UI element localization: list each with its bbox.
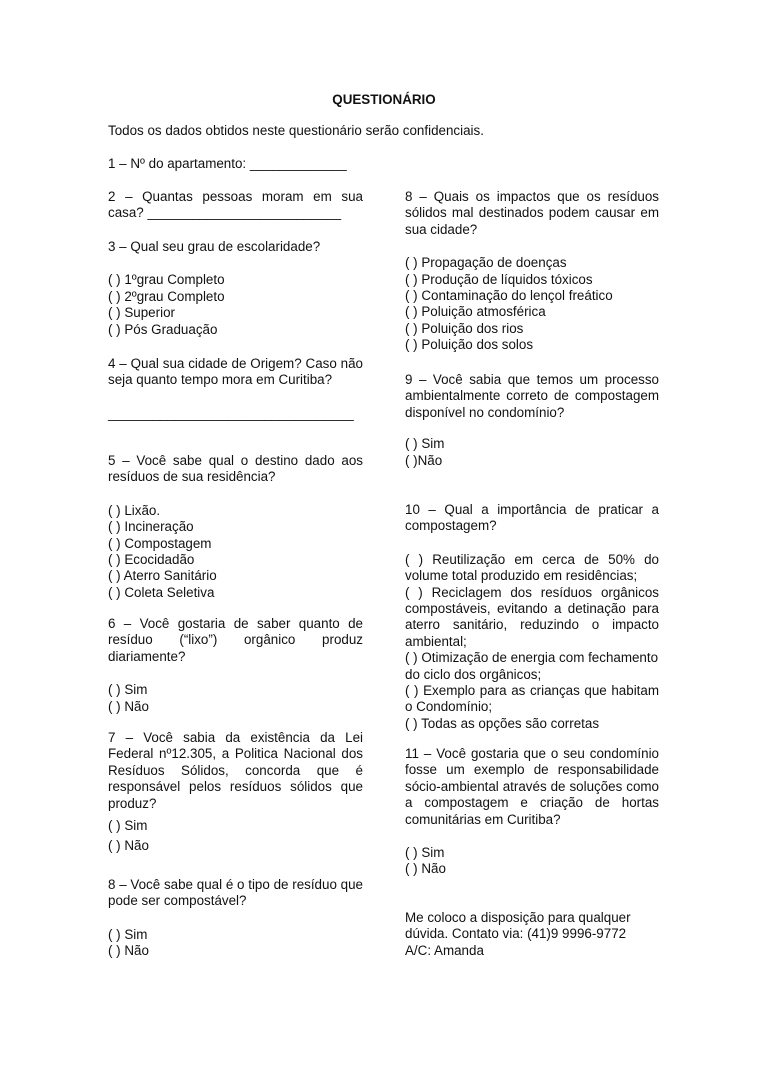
question-5 bbox=[108, 453, 363, 601]
option[interactable]: ( ) Compostagem bbox=[108, 535, 212, 551]
option[interactable]: ( ) Poluição dos rios bbox=[405, 320, 524, 336]
option[interactable]: ( ) Aterro Sanitário bbox=[108, 568, 217, 584]
option[interactable]: ( ) Exemplo para as crianças que habitam o Condomínio; bbox=[405, 683, 659, 715]
option[interactable]: ( ) Coleta Seletiva bbox=[108, 584, 215, 600]
answer-blank[interactable]: _________________________________ bbox=[108, 405, 354, 421]
question-text: 8 – Você sabe qual é o tipo de resíduo que pode ser compostável? bbox=[108, 877, 363, 909]
option[interactable]: ( ) Não bbox=[108, 698, 149, 714]
question-text: 11 – Você gostaria que o seu condomínio fosse um exemplo de responsabilidade sócio-ambiental através de soluções como a compostagem e criação de hortas comunitárias em Curitiba? bbox=[405, 746, 659, 827]
question-4 bbox=[108, 356, 363, 422]
question-text: 3 – Qual seu grau de escolaridade? bbox=[108, 239, 321, 254]
contact-info bbox=[405, 910, 650, 959]
option[interactable]: ( ) 1ºgrau Completo bbox=[108, 272, 225, 288]
question-7 bbox=[108, 730, 363, 855]
question-text: 6 – Você gostaria de saber quanto de resíduo (“lixo”) orgânico produz diariamente? bbox=[108, 616, 363, 664]
question-3 bbox=[108, 239, 363, 338]
option[interactable]: ( ) Poluição dos solos bbox=[405, 337, 534, 353]
option[interactable]: ( ) Produção de líquidos tóxicos bbox=[405, 271, 593, 287]
option[interactable]: ( ) Pós Graduação bbox=[108, 321, 218, 337]
question-text: 8 – Quais os impactos que os resíduos sólidos mal destinados podem causar em sua cidade? bbox=[405, 189, 659, 237]
question-1: 1 – Nº do apartamento: _____________ bbox=[108, 156, 347, 171]
option[interactable]: ( ) Incineração bbox=[108, 519, 194, 535]
page-title: QUESTIONÁRIO bbox=[332, 92, 436, 107]
option[interactable]: ( ) Todas as opções são corretas bbox=[405, 715, 600, 731]
question-11 bbox=[405, 746, 659, 878]
option[interactable]: ( ) Superior bbox=[108, 305, 175, 321]
option[interactable]: ( ) Não bbox=[108, 838, 149, 854]
question-8a bbox=[108, 877, 363, 960]
option[interactable]: ( ) Ecocidadão bbox=[108, 552, 195, 568]
option[interactable]: ( ) Reutilização em cerca de 50% do volume total produzido em residências; bbox=[405, 551, 659, 584]
question-10 bbox=[405, 502, 659, 732]
contact-name: A/C: Amanda bbox=[405, 942, 484, 958]
question-2: 2 – Quantas pessoas moram em sua casa? __________________________ bbox=[108, 189, 363, 221]
option[interactable]: ( ) Reciclagem dos resíduos orgânicos compostáveis, evitando a detinação para aterro sanitário, reduzindo o impacto ambiental; bbox=[405, 584, 659, 649]
option[interactable]: ( ) Não bbox=[108, 943, 149, 959]
intro-text: Todos os dados obtidos neste questionário serão confidenciais. bbox=[108, 123, 484, 138]
question-8b bbox=[405, 189, 659, 354]
question-text: 4 – Qual sua cidade de Origem? Caso não seja quanto tempo mora em Curitiba? bbox=[108, 356, 363, 388]
question-text: 9 – Você sabia que temos um processo ambientalmente correto de compostagem disponível no condomínio? bbox=[405, 372, 659, 420]
option[interactable]: ( ) Sim bbox=[405, 436, 445, 452]
option[interactable]: ( ) Lixão. bbox=[108, 502, 161, 518]
option[interactable]: ( ) Poluição atmosférica bbox=[405, 304, 546, 320]
contact-text: Me coloco a disposição para qualquer dúvida. Contato via: (41)9 9996-9772 bbox=[405, 910, 631, 942]
option[interactable]: ( ) Contaminação do lençol freático bbox=[405, 288, 613, 304]
option[interactable]: ( ) Não bbox=[405, 861, 446, 877]
option[interactable]: ( )Não bbox=[405, 452, 443, 468]
question-9 bbox=[405, 372, 659, 469]
option[interactable]: ( ) Sim bbox=[108, 818, 148, 834]
question-text: 7 – Você sabia da existência da Lei Federal nº12.305, a Politica Nacional dos Resíduos Sólidos, concorda que é responsável pelos resíduos sólidos que produz? bbox=[108, 730, 363, 811]
question-text: 5 – Você sabe qual o destino dado aos resíduos de sua residência? bbox=[108, 453, 363, 485]
option[interactable]: ( ) 2ºgrau Completo bbox=[108, 288, 225, 304]
option[interactable]: ( ) Sim bbox=[108, 926, 148, 942]
option[interactable]: ( ) Sim bbox=[108, 682, 148, 698]
option[interactable]: ( ) Propagação de doenças bbox=[405, 255, 567, 271]
option[interactable]: ( ) Sim bbox=[405, 845, 445, 861]
question-6 bbox=[108, 616, 363, 715]
question-text: 10 – Qual a importância de praticar a compostagem? bbox=[405, 502, 659, 534]
option[interactable]: ( ) Otimização de energia com fechamento do ciclo dos orgânicos; bbox=[405, 650, 659, 682]
